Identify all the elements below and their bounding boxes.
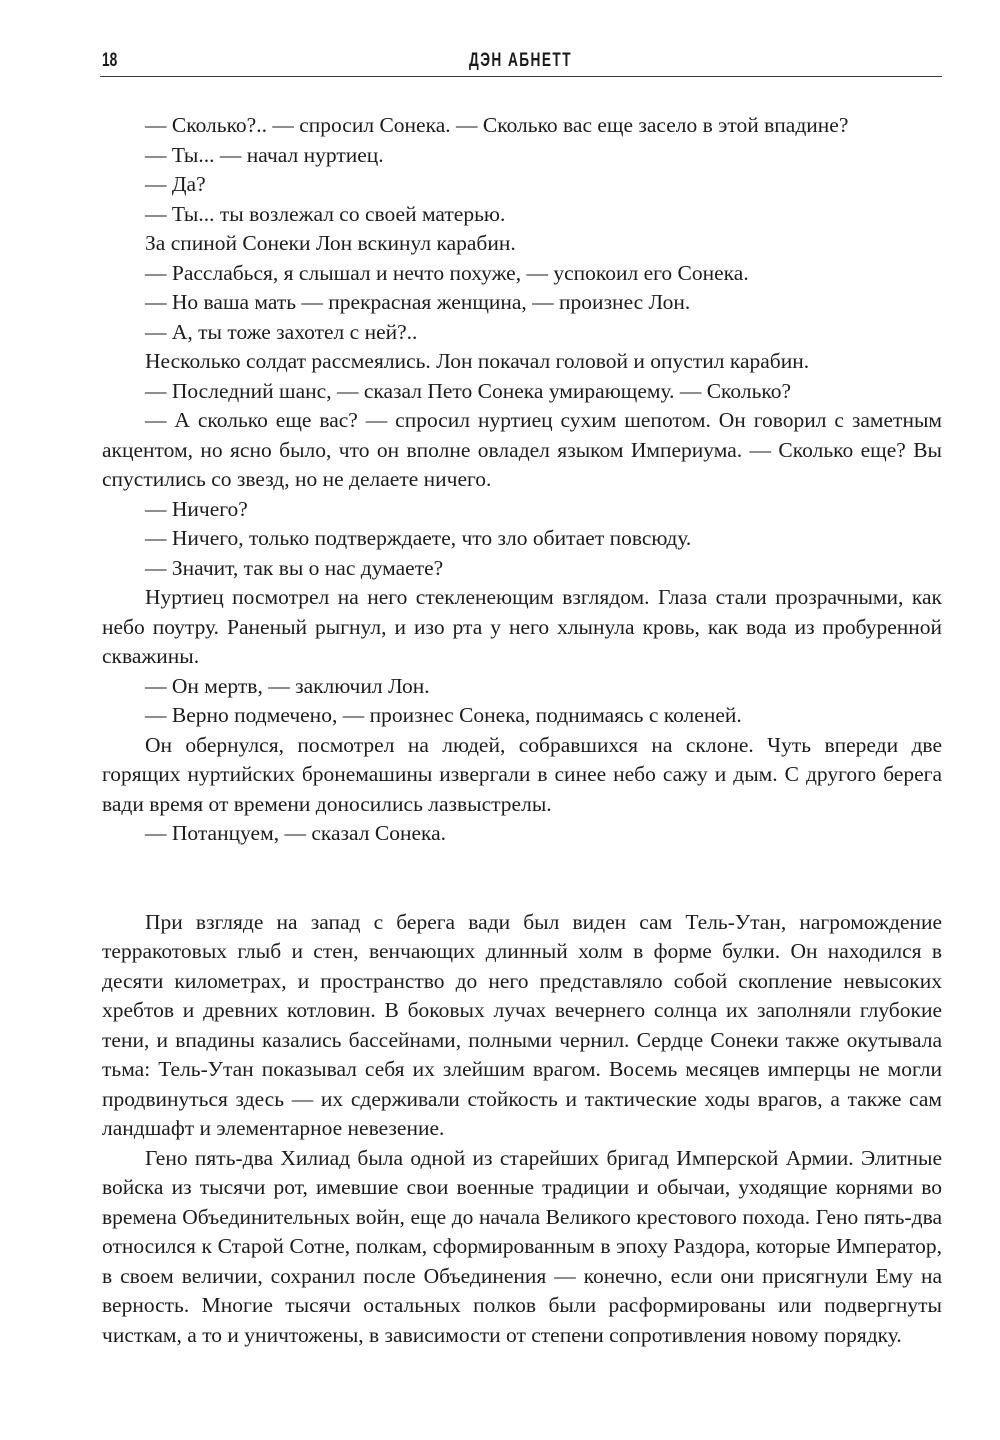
paragraph: — Ничего, только подтверждаете, что зло обитает повсюду. [145,526,692,550]
paragraph: — Ничего? [145,496,248,521]
paragraph: — Верно подмечено, — произнес Сонека, поднимаясь с коленей. [145,703,742,727]
running-head-author: ДЭН АБНЕТТ [469,50,573,71]
paragraph: — Сколько?.. — спросил Сонека. — Сколько вас еще засело в этой впадине? [145,113,849,137]
paragraph: — Ты... ты возлежал со своей матерью. [145,201,506,226]
paragraph: Нуртиец посмотрел на него стекленеющим взглядом. Глаза стали прозрачными, как небо поутру. Раненый рыгнул, и изо рта у него хлынула кровь, как вода из пробуренной скважины. [102,585,942,668]
paragraph: — Да? [145,172,206,196]
paragraph: — Ты... — начал нуртиец. [145,142,384,167]
paragraph: — А, ты тоже захотел с ней?.. [145,319,418,344]
paragraph: Гено пять-два Хилиад была одной из старейших бригад Имперской Армии. Элитные войска из тысячи рот, имевшие свои военные традиции и обычаи, уходящие корнями во времена Объединительных войн, еще до начала Великого крестового похода. Гено пять-два относился к Старой Сотне, полкам, сформированным в эпоху Раздора, которые Император, в своем величии, сохранил после Объединения — конечно, если они присягнули Ему на верность. Многие тысячи остальных полков были расформированы или подвергнуты чисткам, а то и уничтожены, в зависимости от степени сопротивления новому порядку. [102,1145,942,1347]
paragraph: — Но ваша мать — прекрасная женщина, — произнес Лон. [145,290,691,314]
paragraph: За спиной Сонеки Лон вскинул карабин. [145,231,516,255]
body-text [102,111,942,1350]
paragraph: При взгляде на запад с берега вади был виден сам Тель-Утан, нагромождение терракотовых глыб и стен, венчающих длинный холм в форме булки. Он находился в десяти километрах, и пространство до него представляло собой скопление невысоких хребтов и древних котловин. В боковых лучах вечернего солнца их заполняли глубокие тени, и впадины казались бассейнами, полными чернил. Сердце Сонеки также окутывала тьма: Тель-Утан показывал себя их злейшим врагом. Восемь месяцев имперцы не могли продвинуться здесь — их сдерживали стойкость и тактические ходы врагов, а также сам ландшафт и элементарное невезение. [102,909,942,1140]
paragraph: — Последний шанс, — сказал Пето Сонека умирающему. — Сколько? [145,378,792,403]
paragraph: — Он мертв, — заключил Лон. [145,673,430,698]
paragraph: — Расслабься, я слышал и нечто похуже, — успокоил его Сонека. [145,260,749,285]
section-break [102,849,942,908]
running-head [100,50,942,72]
paragraph: — Значит, так вы о нас думаете? [145,555,444,580]
header-rule [100,76,942,77]
page-header [100,46,942,76]
paragraph: Несколько солдат рассмеялись. Лон покачал головой и опустил карабин. [145,349,810,373]
paragraph: — Потанцуем, — сказал Сонека. [145,821,447,845]
page-number: 18 [102,50,118,71]
paragraph: Он обернулся, посмотрел на людей, собравшихся на склоне. Чуть впереди две горящих нуртийских бронемашины извергали в синее небо сажу и дым. С другого берега вади время от времени доносились лазвыстрелы. [102,732,942,816]
paragraph: — А сколько еще вас? — спросил нуртиец сухим шепотом. Он говорил с заметным акцентом, но ясно было, что он вполне овладел языком Империума. — Сколько еще? Вы спустились со звезд, но не делаете ничего. [102,408,942,491]
